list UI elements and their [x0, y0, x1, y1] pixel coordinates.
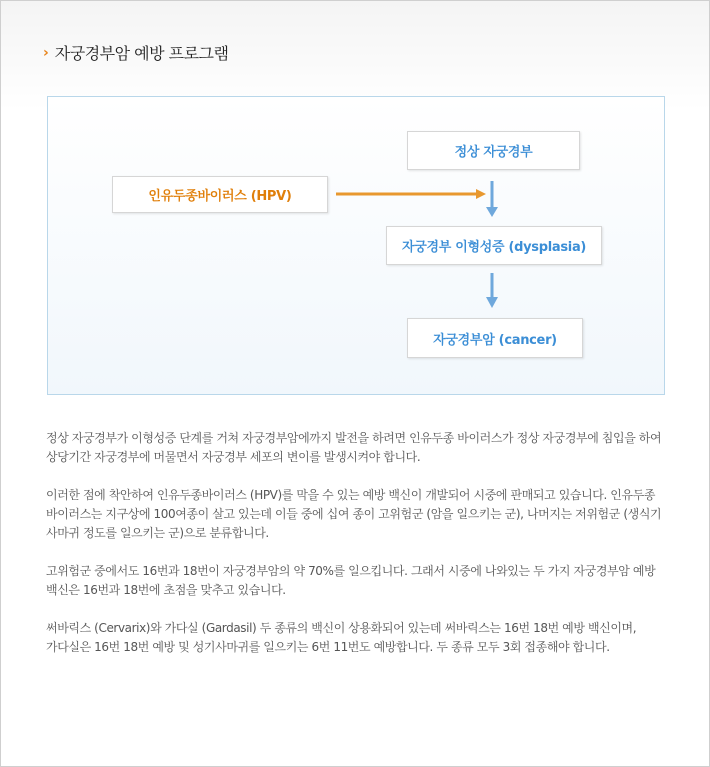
page-title: 자궁경부암 예방 프로그램	[54, 44, 229, 63]
paragraph-line: 정상 자궁경부가 이형성증 단계를 거쳐 자궁경부암에까지 발전을 하려면 인유두종 바이러스가 정상 자궁경부에 침입을 하여	[46, 431, 662, 445]
paragraph-line: 이러한 점에 착안하여 인유두종바이러스 (HPV)를 막을 수 있는 예방 백신이 개발되어 시중에 판매되고 있습니다. 인유두종	[46, 488, 656, 502]
paragraph-line: 상당기간 자궁경부에 머물면서 자궁경부 세포의 변이를 발생시켜야 합니다.	[46, 450, 421, 464]
dysplasia-box: 자궁경부 이형성증 (dysplasia)	[386, 226, 602, 265]
hpv-arrow	[336, 189, 486, 199]
hpv-box: 인유두종바이러스 (HPV)	[112, 176, 328, 213]
paragraph-3	[46, 562, 686, 600]
paragraph-line: 고위험군 중에서도 16번과 18번이 자궁경부암의 약 70%를 일으킵니다. 그래서 시중에 나와있는 두 가지 자궁경부암 예방	[46, 564, 656, 578]
paragraph-line: 써바릭스 (Cervarix)와 가다실 (Gardasil) 두 종류의 백신이 상용화되어 있는데 써바릭스는 16번 18번 예방 백신이며,	[46, 621, 637, 635]
paragraph-line: 가다실은 16번 18번 예방 및 성기사마귀를 일으키는 6번 11번도 예방합니다. 두 종류 모두 3회 접종해야 합니다.	[46, 640, 610, 654]
diagram-panel	[47, 96, 665, 395]
down-arrow-2	[486, 273, 498, 308]
normal-cervix-box: 정상 자궁경부	[407, 131, 580, 170]
down-arrow-1	[486, 181, 498, 217]
paragraph-4	[46, 619, 686, 657]
paragraph-line: 백신은 16번과 18번에 초점을 맞추고 있습니다.	[46, 583, 286, 597]
chevron-right-icon: ›	[43, 44, 49, 61]
paragraph-1	[46, 429, 686, 467]
cancer-box: 자궁경부암 (cancer)	[407, 318, 583, 358]
section-header	[43, 41, 228, 64]
paragraph-2	[46, 486, 686, 543]
paragraph-line: 사마귀 정도를 일으키는 군)으로 분류합니다.	[46, 526, 269, 540]
paragraph-line: 바이러스는 지구상에 100여종이 살고 있는데 이들 중에 십여 종이 고위험군 (암을 일으키는 군), 나머지는 저위험군 (생식기	[46, 507, 662, 521]
